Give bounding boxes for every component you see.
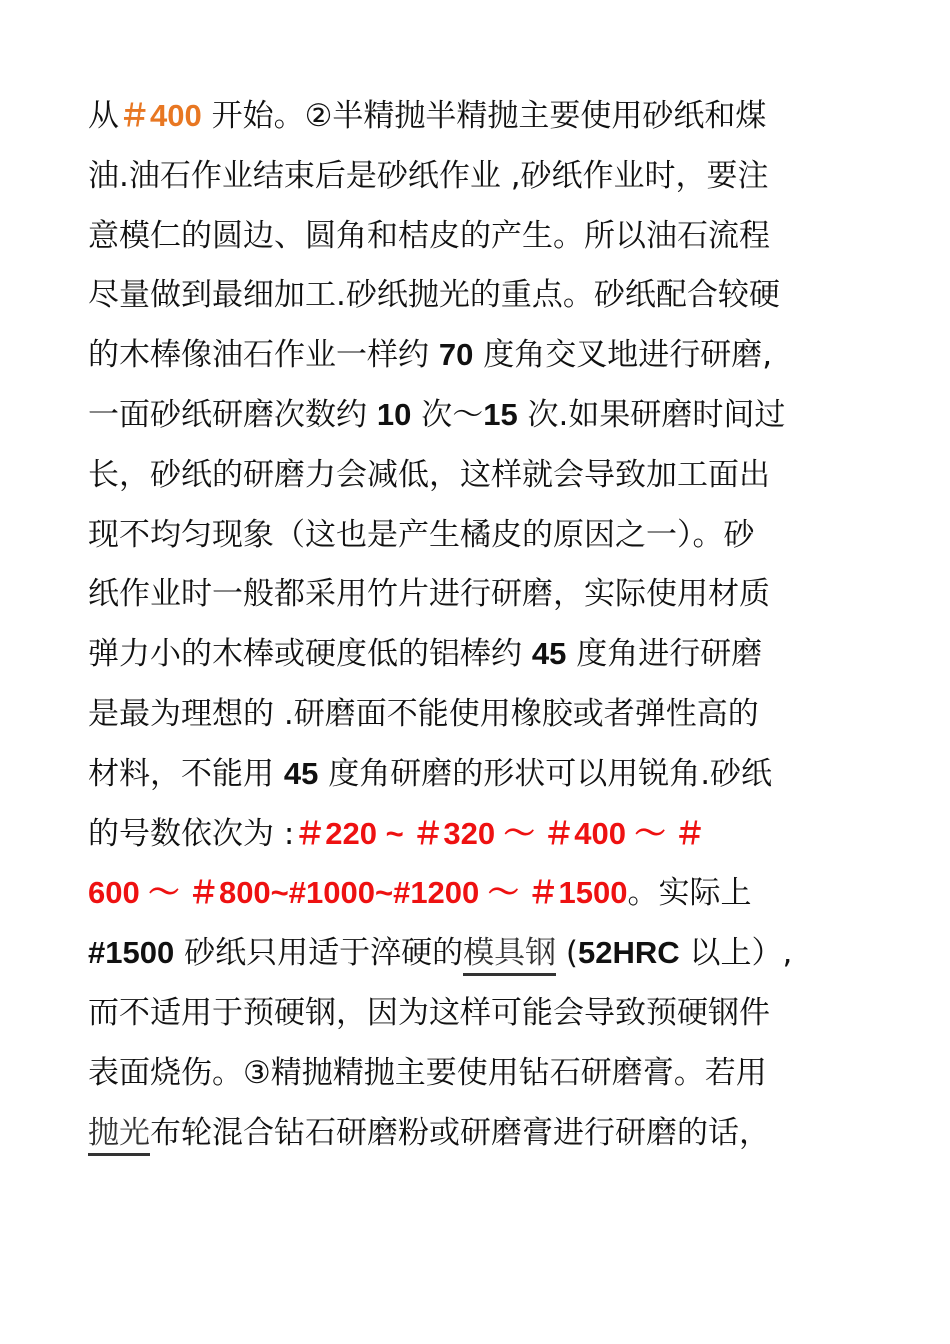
numeric-value: 10 <box>376 397 412 432</box>
numeric-value: 45 <box>283 756 319 791</box>
text-line <box>88 94 868 154</box>
text-line <box>88 812 868 872</box>
numeric-value: 15 <box>483 397 518 432</box>
numeric-value: 70 <box>438 337 474 372</box>
text-segment: 度角进行研磨 <box>566 636 763 672</box>
numeric-value: 45 <box>531 636 567 671</box>
text-segment: 弹力小的木棒或硬度低的铝棒约 <box>88 636 532 672</box>
highlighted-grit-number: ＃400 <box>119 98 202 133</box>
text-segment: 从 <box>88 98 119 134</box>
text-line <box>88 991 868 1051</box>
text-line <box>88 273 868 333</box>
text-line <box>88 1051 868 1111</box>
text-segment: 表面烧伤。③精抛精抛主要使用钻石研磨膏。若用 <box>88 1055 767 1091</box>
text-segment: 意模仁的圆边、圆角和桔皮的产生。所以油石流程 <box>88 218 770 254</box>
text-line <box>88 214 868 274</box>
text-segment: 油.油石作业结束后是砂纸作业 ,砂纸作业时，要注 <box>88 158 769 194</box>
hyperlink[interactable]: 抛光 <box>88 1115 150 1156</box>
hyperlink[interactable]: 模具钢 <box>463 935 556 976</box>
text-line <box>88 632 868 692</box>
text-segment: 开始。②半精抛半精抛主要使用砂纸和煤 <box>201 98 767 134</box>
highlighted-grit-number: ＃220 ~ ＃320 ～ ＃400 ～ ＃ <box>294 816 706 851</box>
text-segment: 而不适用于预硬钢，因为这样可能会导致预硬钢件 <box>88 995 770 1031</box>
text-segment: 一面砂纸研磨次数约 <box>88 397 377 433</box>
text-segment: 的木棒像油石作业一样约 <box>88 337 439 373</box>
text-segment: 度角交叉地进行研磨, <box>473 337 773 373</box>
text-segment: 尽量做到最细加工.砂纸抛光的重点。砂纸配合较硬 <box>88 277 780 313</box>
text-segment: 次.如果研磨时间过 <box>517 397 786 433</box>
highlighted-grit-number: 600 ～ ＃800~#1000~#1200 ～ ＃1500 <box>88 875 628 910</box>
text-line <box>88 752 868 812</box>
text-segment: 布轮混合钻石研磨粉或研磨膏进行研磨的话， <box>150 1115 770 1151</box>
text-segment: 次～ <box>411 397 484 433</box>
text-segment: 砂纸只用适于淬硬的 <box>174 935 464 971</box>
text-segment: 。实际上 <box>627 875 752 911</box>
text-segment: 长，砂纸的研磨力会减低，这样就会导致加工面出 <box>88 457 770 493</box>
text-segment: 以上）, <box>679 935 793 971</box>
text-line <box>88 154 868 214</box>
text-segment: 纸作业时一般都采用竹片进行研磨，实际使用材质 <box>88 576 770 612</box>
text-line <box>88 931 868 991</box>
text-segment: 度角研磨的形状可以用锐角.砂纸 <box>318 756 773 792</box>
numeric-value: 52HRC <box>578 935 680 970</box>
text-segment: 的号数依次为 : <box>88 816 295 852</box>
text-line <box>88 393 868 453</box>
text-line <box>88 871 868 931</box>
text-line <box>88 572 868 632</box>
text-segment: 现不均匀现象（这也是产生橘皮的原因之一）。砂 <box>88 517 755 553</box>
numeric-value: #1500 <box>88 935 175 970</box>
text-line <box>88 1111 868 1171</box>
text-segment: 是最为理想的 .研磨面不能使用橡胶或者弹性高的 <box>88 696 759 732</box>
text-line <box>88 333 868 393</box>
text-segment: 材料，不能用 <box>88 756 284 792</box>
text-segment: ( <box>556 935 579 971</box>
text-line <box>88 513 868 573</box>
text-line <box>88 453 868 513</box>
text-line <box>88 692 868 752</box>
